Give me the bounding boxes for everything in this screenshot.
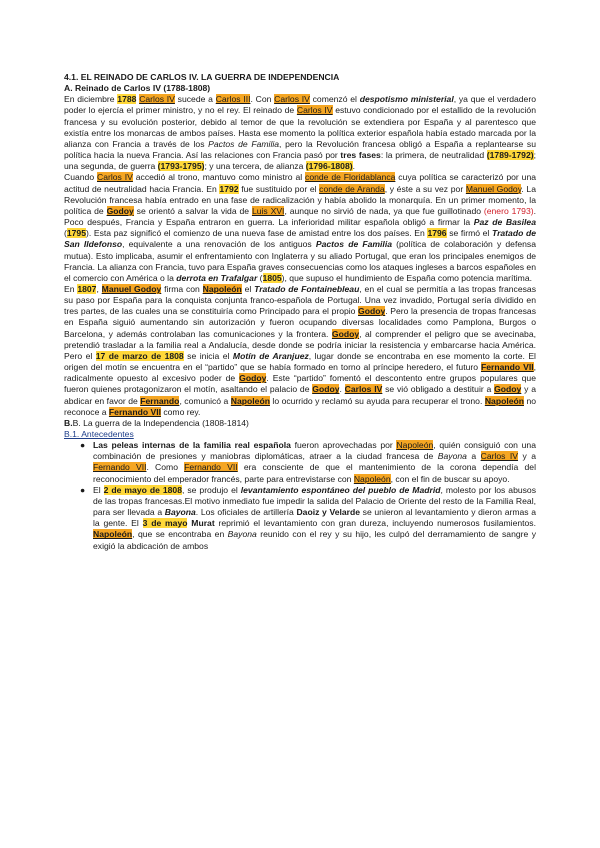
bullet-dot-icon: ●	[80, 484, 86, 495]
highlight-year: 1805	[262, 272, 282, 283]
paragraph-godoy-politics: Cuando Carlos IV accedió al trono, mantuvo como ministro al conde de Floridablanca cuya política se caracterizó por una actitud de neutralidad hacia Francia. En 1792 fue sustituido por el conde de Aranda, y éste a su vez por Manuel Godoy. La Revolución francesa había entrado en una fase de radicalización y había abolido la monarquía. En un primer momento, la política de Godoy se orientó a salvar la vida de Luis XVI, aunque no sirvió de nada, ya que fue guillotinado (enero 1793). Poco después, Francia y España entraron en guerra. La inferioridad militar española obligó a firmar la Paz de Basilea (1795). Esta paz significó el comienzo de una nueva fase de amistad entre los dos países. En 1796 se firmó el Tratado de San Ildefonso, equivalente a una renovación de los antiguos Pactos de Familia (política de colaboración y defensa mutua). Esto implicaba, asumir el enfrentamiento con Inglaterra y su aliado Portugal, que eran los principales enemigos de Francia. La alianza con Francia, tuvo para España graves consecuencias como los ataques ingleses a barcos españoles en el comercio con América o la derrota en Trafalgar (1805), que supuso el hundimiento de España como potencia marítima.	[64, 172, 537, 283]
highlight-year: 1795	[66, 228, 86, 239]
paragraph-fontainebleau: En 1807, Manuel Godoy firma con Napoleón el Tratado de Fontainebleau, en el cual se permitía a las tropas francesas su paso por España para la conquista conjunta franco-española de Portugal. Una vez invadido, Portugal sería dividido en tres partes, de las cuales una se constituiría como Principado para el propio Godoy. Pero la presencia de tropas francesas en España siguió aumentando sin autorización y fueron ocupando diversas localidades como Pamplona, Burgos o Barcelona, y además controlaban las comunicaciones y la frontera. Godoy, al comprender el peligro que se avecinaba, pretendió trasladar a la familia real a Andalucía, desde donde se podría iniciar la resistencia y embarcarse hacia América. Pero el 17 de marzo de 1808 se inicia el Motín de Aranjuez, lugar donde se encontraba en ese momento la corte. El origen del motín se encuentra en el “partido” que se había formado en torno al príncipe heredero, el futuro Fernando VII, radicalmente opuesto al excesivo poder de Godoy. Este “partido” fomentó el descontento entre grupos populares que fueron quienes protagonizaron el motín, asaltando el palacio de Godoy. Carlos IV se vió obligado a destituir a Godoy y a abdicar en favor de Fernando, comunicó a Napoleón lo ocurrido y reclamó su ayuda para recuperar el trono. Napoleón no reconoce a Fernando VII como rey.	[64, 283, 537, 417]
highlight-person: Godoy	[312, 384, 340, 395]
highlight-person: conde de Aranda	[319, 183, 385, 194]
list-item: ● El 2 de mayo de 1808, se produjo el levantamiento espontáneo del pueblo de Madrid, molesto por los abusos de las tropas francesas.El motivo inmediato fue impedir la salida del Palacio de Oriente del resto de la Familia Real, para ser llevada a Bayona. Los oficiales de artillería Daoiz y Velarde se unieron al levantamiento y dieron armas a la gente. El 3 de mayo Murat reprimió el levantamiento con gran dureza, incluyendo numerosos fusilamientos. Napoleón, que se encontraba en Bayona reunido con el rey y su hijo, les culpó del derramamiento de sangre y exigió la abdicación de ambos	[80, 484, 537, 551]
highlight-person: Carlos IV	[344, 384, 383, 395]
highlight-person: Godoy	[494, 384, 522, 395]
highlight-person: Carlos IV	[139, 94, 175, 105]
highlight-person: Manuel Godoy	[101, 283, 162, 294]
highlight-person: Napoleón	[353, 473, 391, 484]
highlight-person: Fernando VII	[108, 406, 161, 417]
highlight-year: (1789-1792)	[486, 150, 534, 161]
highlight-person: Fernando VII	[93, 462, 147, 473]
antecedentes-list	[64, 440, 536, 552]
document-body	[64, 72, 536, 552]
highlight-person: Godoy	[106, 205, 134, 216]
highlight-person: Carlos III	[215, 94, 251, 105]
highlight-date: 17 de marzo de 1808	[95, 350, 184, 361]
highlight-year: 1792	[219, 183, 239, 194]
highlight-person: Carlos IV	[296, 105, 333, 116]
highlight-person: Napoleón	[202, 283, 242, 294]
highlight-person: Carlos IV	[274, 94, 310, 105]
highlight-person: Fernando	[140, 395, 180, 406]
highlight-year: (1793-1795)	[157, 161, 205, 172]
highlight-person: Carlos IV	[97, 172, 133, 183]
highlight-person: Napoleón	[484, 395, 524, 406]
highlight-person: Napoleón	[230, 395, 270, 406]
bullet-dot-icon: ●	[80, 440, 86, 451]
highlight-person: conde de Floridablanca	[305, 172, 396, 183]
highlight-year: 1796	[427, 228, 447, 239]
paragraph-carlos-iv-intro: En diciembre 1788 Carlos IV sucede a Carlos III. Con Carlos IV comenzó el despotismo ministerial, ya que el verdadero poder lo ejercía el primer ministro, y no el rey. El reinado de Carlos IV estuvo condicionado por el estallido de la revolución francesa y su evolución posterior, debido al temor de que la revolución se extendiera por España y al parentesco que existía entre los monarcas de ambos países. Hasta ese momento la política exterior española había estado marcada por la alianza con Francia a través de los Pactos de Familia, pero la Revolución francesa obligó a España a replantearse su política hacia la nueva Francia. Así las relaciones con Francia pasó por tres fases: la primera, de neutralidad (1789-1792); una segunda, de guerra (1793-1795); y una tercera, de alianza (1796-1808).	[64, 94, 536, 172]
highlight-year: (1796-1808)	[305, 161, 353, 172]
section-title: 4.1. EL REINADO DE CARLOS IV. LA GUERRA DE INDEPENDENCIA	[64, 72, 340, 82]
highlight-person: Manuel Godoy	[465, 183, 522, 194]
highlight-person: Godoy	[331, 328, 360, 339]
highlight-person: Napoleón	[396, 440, 434, 451]
subsection-a-title: A. Reinado de Carlos IV (1788-1808)	[64, 83, 211, 94]
subsection-b-title: B.B. La guerra de la Independencia (1808-1814)	[64, 417, 249, 428]
highlight-person: Luis XVI	[251, 205, 285, 216]
highlight-person: Fernando VII	[184, 462, 238, 473]
highlight-date: 2 de mayo de 1808	[103, 484, 182, 495]
highlight-person: Godoy	[239, 373, 267, 384]
highlight-person: Fernando VII	[480, 362, 534, 373]
list-item: ● Las peleas internas de la familia real española fueron aprovechadas por Napoleón, quién consiguió con una combinación de presiones y maniobras diplomáticas, atraer a la ciudad francesa de Bayona a Carlos IV y a Fernando VII. Como Fernando VII era consciente de que el mantenimiento de la corona dependía del reconocimiento del emperador francés, parte para entrevistarse con Napoleón, con el fin de buscar su apoyo.	[80, 440, 537, 484]
highlight-person: Carlos IV	[480, 451, 519, 462]
highlight-year: 1807	[77, 283, 97, 294]
highlight-person: Godoy	[358, 306, 386, 317]
red-date-note: (enero 1793)	[483, 205, 534, 216]
subsection-b1-title: B.1. Antecedentes	[64, 429, 134, 439]
highlight-person: Napoleón	[93, 529, 133, 540]
highlight-year: 1788	[117, 94, 137, 105]
highlight-date: 3 de mayo	[142, 518, 188, 529]
